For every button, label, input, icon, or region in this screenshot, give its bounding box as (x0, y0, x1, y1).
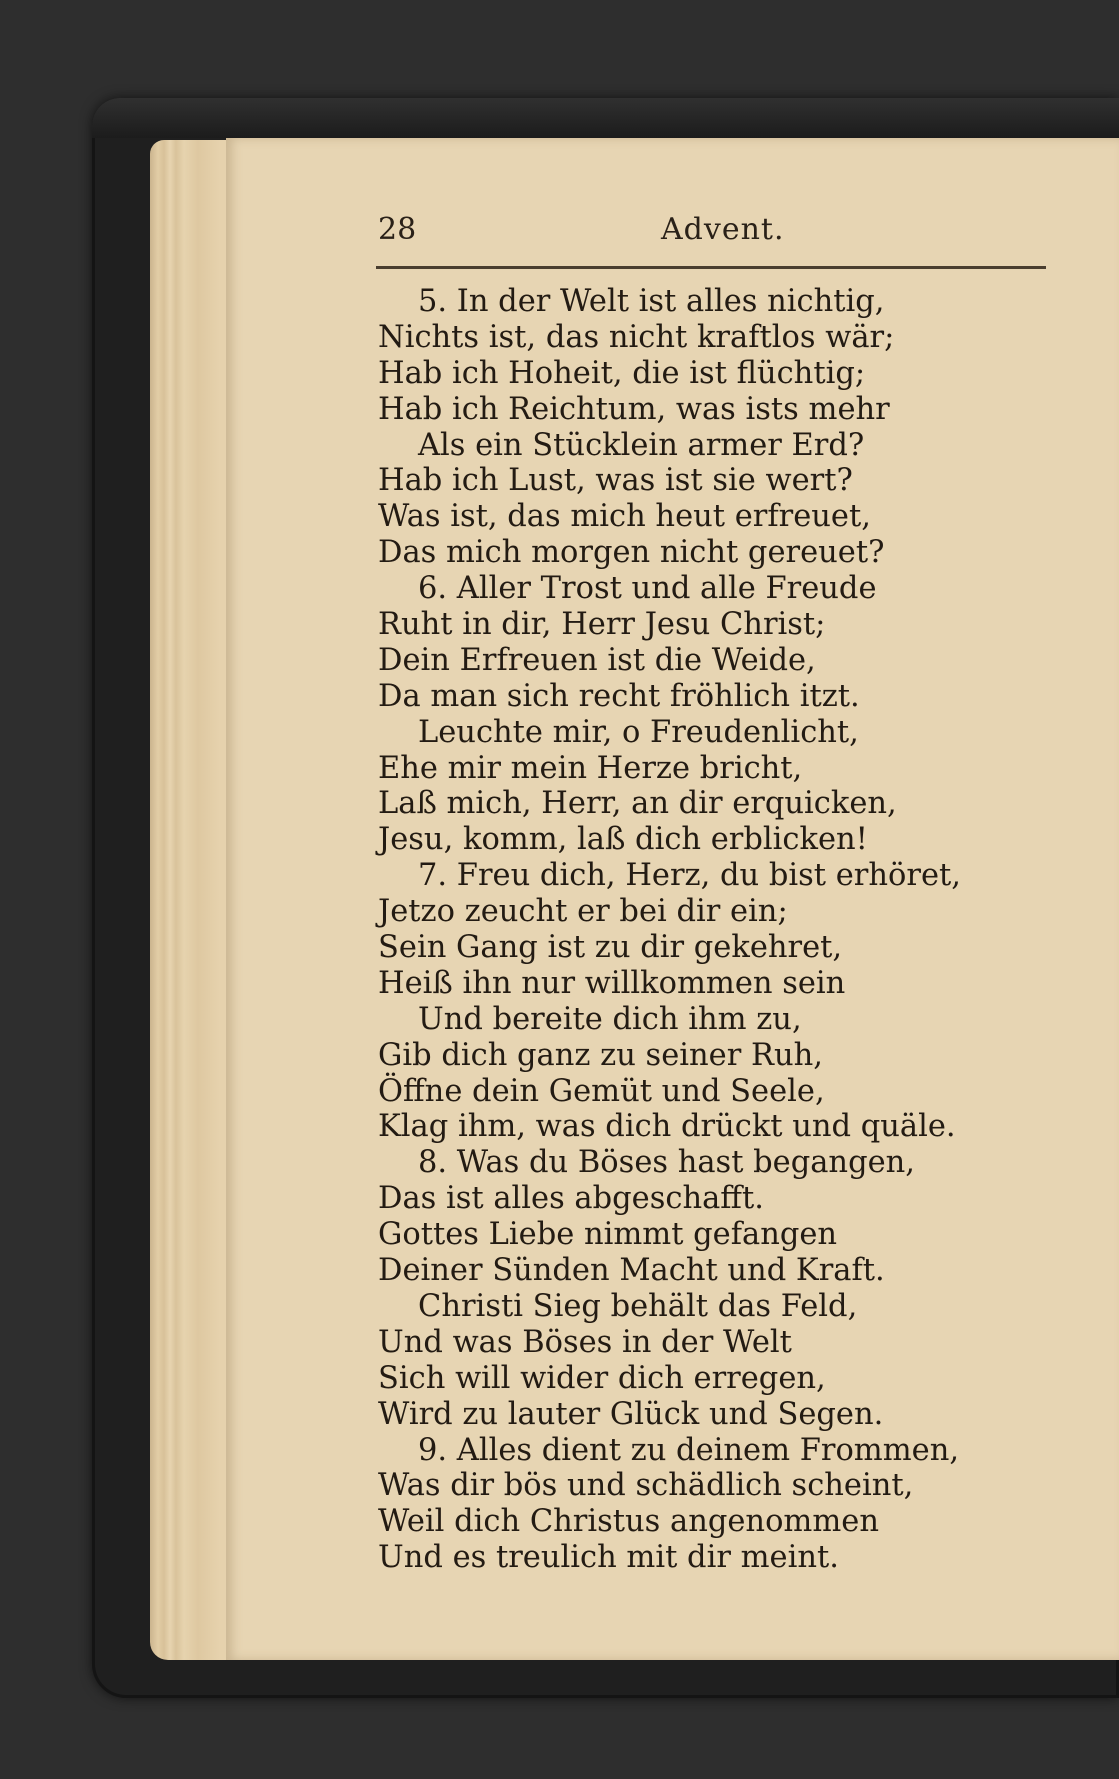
verse-line: Und bereite dich ihm zu, (418, 1001, 802, 1037)
verse-line: Wird zu lauter Glück und Segen. (378, 1396, 884, 1432)
running-head (378, 212, 1044, 258)
verse-line: Gottes Liebe nimmt gefangen (378, 1217, 838, 1253)
verse-line: 7. Freu dich, Herz, du bist erhöret, (418, 858, 961, 894)
verse-line: Dein Erfreuen ist die Weide, (378, 642, 816, 678)
verse-line: Jetzo zeucht er bei dir ein; (378, 894, 788, 930)
verse-line: 8. Was du Böses hast begangen, (418, 1145, 915, 1181)
verse-line: Deiner Sünden Macht und Kraft. (378, 1253, 885, 1289)
verse-line: Da man sich recht fröhlich itzt. (378, 678, 860, 714)
verse-line: Und es treulich mit dir meint. (378, 1540, 839, 1576)
verse-line: Klag ihm, was dich drückt und quäle. (378, 1109, 956, 1145)
verse-line: Sich will wider dich erregen, (378, 1360, 826, 1396)
verse-line: Nichts ist, das nicht kraftlos wär; (378, 319, 895, 355)
verse-line: 9. Alles dient zu deinem Frommen, (418, 1432, 960, 1468)
page-number: 28 (378, 212, 417, 247)
header-rule (376, 266, 1046, 269)
hymn-text (378, 284, 988, 1576)
verse-line: Jesu, komm, laß dich erblicken! (378, 822, 868, 858)
verse-line: Leuchte mir, o Freudenlicht, (418, 714, 859, 750)
verse-line: Laß mich, Herr, an dir erquicken, (378, 786, 897, 822)
verse-line: 5. In der Welt ist alles nichtig, (418, 284, 885, 319)
verse-line: Hab ich Reichtum, was ists mehr (378, 391, 890, 427)
verse-line: 6. Aller Trost und alle Freude (418, 571, 877, 607)
verse-line: Ruht in dir, Herr Jesu Christ; (378, 607, 826, 643)
verse-line: Hab ich Lust, was ist sie wert? (378, 463, 853, 499)
verse-line: Was ist, das mich heut erfreuet, (378, 499, 871, 535)
verse-line: Was dir bös und schädlich scheint, (378, 1468, 914, 1504)
verse-line: Weil dich Christus angenommen (378, 1504, 879, 1540)
verse-line: Und was Böses in der Welt (378, 1324, 792, 1360)
verse-line: Als ein Stücklein armer Erd? (418, 427, 865, 463)
verse-line: Öffne dein Gemüt und Seele, (378, 1073, 825, 1109)
verse-line: Hab ich Hoheit, die ist flüchtig; (378, 355, 866, 391)
verse-line: Christi Sieg behält das Feld, (418, 1288, 858, 1324)
verse-line: Heiß ihn nur willkommen sein (378, 965, 846, 1001)
verse-line: Das mich morgen nicht gereuet? (378, 535, 885, 571)
verse-line: Gib dich ganz zu seiner Ruh, (378, 1037, 823, 1073)
section-title: Advent. (661, 212, 785, 247)
verse-line: Ehe mir mein Herze bricht, (378, 750, 803, 786)
verse-line: Sein Gang ist zu dir gekehret, (378, 930, 843, 966)
verse-line: Das ist alles abgeschafft. (378, 1181, 764, 1217)
